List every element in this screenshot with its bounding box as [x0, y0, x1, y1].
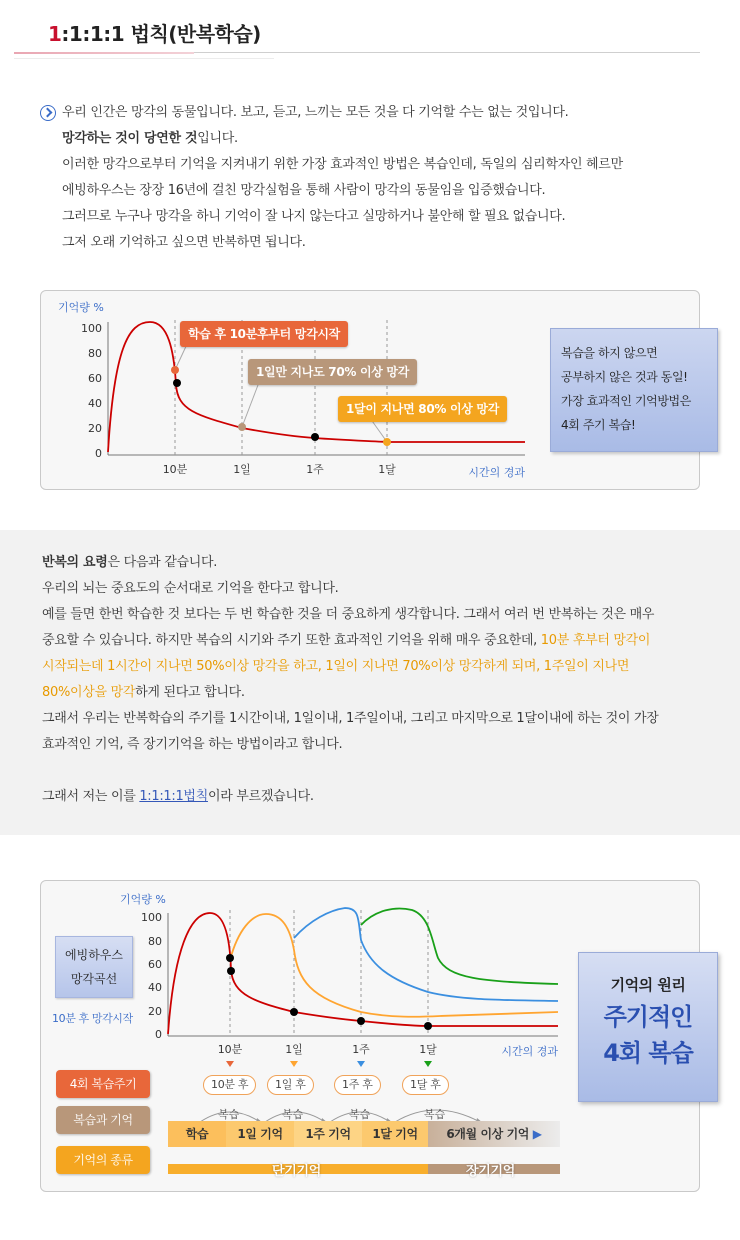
title-rest: :1:1:1 법칙(반복학습) [61, 22, 261, 46]
ebbing-line: 망각곡선 [70, 972, 118, 986]
period-tag: 10분 후 [203, 1075, 256, 1095]
y-tick-label: 80 [88, 347, 102, 360]
intro-bold-text: 망각하는 것이 당연한 것 [62, 131, 198, 146]
callout-10min: 학습 후 10분후부터 망각시작 [180, 321, 348, 347]
x-tick-label: 1일 [233, 463, 251, 476]
callout-pointers [175, 342, 387, 442]
y-tick-label: 40 [148, 981, 162, 994]
cycle-label: 4회 복습주기 [56, 1070, 150, 1098]
down-triangle-icon [226, 1061, 234, 1067]
point-marker [171, 366, 179, 374]
title-divider-accent [14, 52, 194, 54]
text-span: 중요할 수 있습니다. 하지만 복습의 시기와 주기 또한 효과적인 기억을 위해 매우 중요한데, [42, 633, 541, 648]
highlight-text: 80%이상을 망각 [42, 685, 136, 700]
stage-1week: 1주 기억 [294, 1121, 362, 1147]
intro-line: 우리 인간은 망각의 동물입니다. 보고, 듣고, 느끼는 모든 것을 다 기억할 수는 없는 것입니다. [62, 105, 569, 120]
review-tip-box [550, 328, 718, 452]
x-tick-label: 1일 [285, 1043, 303, 1056]
principle-line1: 주기적인 [603, 1003, 693, 1031]
x-tick-label: 1달 [419, 1043, 437, 1056]
bold-text: 반복의 요령 [42, 555, 108, 570]
text-line: 우리의 뇌는 중요도의 순서대로 기억을 한다고 합니다. [42, 581, 339, 596]
y-tick-label: 20 [88, 422, 102, 435]
y-tick-label: 80 [148, 935, 162, 948]
memory-kinds-label: 기억의 종류 [56, 1146, 150, 1174]
y-tick-label: 20 [148, 1005, 162, 1018]
point-marker [290, 1008, 298, 1016]
text-line [42, 680, 702, 706]
period-markers [226, 1061, 432, 1067]
text-line: 효과적인 기억, 즉 장기기억을 하는 방법이라고 합니다. [42, 737, 343, 752]
y-tick-label: 60 [148, 958, 162, 971]
forgetting-curve-chart [40, 290, 560, 490]
stage-1month: 1달 기억 [362, 1121, 428, 1147]
callout-1day: 1일만 지나도 70% 이상 망각 [248, 359, 417, 385]
title-divider-secondary [14, 58, 274, 59]
intro-line: 이러한 망각으로부터 기억을 지켜내기 위한 가장 효과적인 방법은 복습인데, 독일의 심리학자인 헤르만 [62, 157, 623, 172]
ebbinghaus-label-box [55, 936, 133, 998]
tip-line: 공부하지 않은 것과 동일! [561, 370, 688, 384]
memory-principle-box [578, 952, 718, 1102]
x-ticks [218, 1042, 437, 1056]
review-label: 복습 [349, 1108, 371, 1121]
y-ticks [141, 911, 162, 1041]
review-memory-label: 복습과 기억 [56, 1106, 150, 1134]
y-tick-label: 60 [88, 372, 102, 385]
memory-stages [168, 1121, 560, 1147]
y-tick-label: 0 [95, 447, 102, 460]
page-header [0, 0, 740, 60]
stage-study: 학습 [168, 1121, 226, 1147]
x-ticks [163, 462, 396, 476]
point-marker [357, 1017, 365, 1025]
point-marker [227, 967, 235, 975]
tip-line: 복습을 하지 않으면 [561, 346, 658, 360]
curve-orange [230, 914, 558, 1017]
x-axis-label: 시간의 경과 [468, 466, 525, 479]
principle-line2: 4회 복습 [603, 1039, 693, 1067]
x-tick-label: 1주 [352, 1043, 370, 1056]
x-axis-label: 시간의 경과 [501, 1045, 558, 1058]
text-span: 그래서 저는 이를 [42, 789, 140, 804]
curve-red [168, 913, 558, 1034]
curve-green [361, 909, 558, 984]
review-label: 복습 [424, 1108, 446, 1121]
x-tick-label: 10분 [217, 1043, 243, 1056]
tip-line: 가장 효과적인 기억방법은 [561, 394, 691, 408]
intro-line: 그저 오래 기억하고 싶으면 반복하면 됩니다. [62, 235, 306, 250]
x-tick-label: 1주 [306, 463, 324, 476]
text-span: 은 다음과 같습니다. [107, 555, 218, 570]
highlight-line: 시작되는데 1시간이 지나면 50%이상 망각을 하고, 1일이 지나면 70%이상 망각하게 되며, 1주일이 지나면 [42, 659, 630, 674]
point-marker [226, 954, 234, 962]
text-line [42, 628, 702, 654]
y-tick-label: 0 [155, 1028, 162, 1041]
text-line: 그래서 우리는 반복학습의 주기를 1시간이내, 1일이내, 1주일이내, 그리고 마지막으로 1달이내에 하는 것이 가장 [42, 711, 659, 726]
repetition-text [42, 550, 702, 810]
intro-line: 그러므로 누구나 망각을 하니 기억이 잘 나지 않는다고 실망하거나 불안해 할 필요 없습니다. [62, 209, 566, 224]
point-marker [173, 379, 181, 387]
down-triangle-icon [357, 1061, 365, 1067]
x-tick-label: 1달 [378, 463, 396, 476]
down-triangle-icon [290, 1061, 298, 1067]
page-title [48, 18, 261, 47]
stage-6month [428, 1121, 560, 1147]
intro-line-bold [40, 126, 700, 152]
intro-bold-suffix: 입니다. [197, 131, 238, 146]
text-span: 하게 된다고 합니다. [135, 685, 245, 700]
text-line: 예를 들면 한번 학습한 것 보다는 두 번 학습한 것을 더 중요하게 생각합니다. 그래서 여러 번 반복하는 것은 매우 [42, 607, 655, 622]
stage-6month-label: 6개월 이상 기억 [446, 1127, 530, 1141]
point-marker [383, 438, 391, 446]
ebbing-line: 에빙하우스 [65, 948, 123, 962]
intro-line: 에빙하우스는 장장 16년에 걸친 망각실험을 통해 사람이 망각의 동물임을 입증했습니다. [62, 183, 546, 198]
point-marker [424, 1022, 432, 1030]
y-ticks [81, 322, 102, 460]
blank-line [42, 758, 702, 784]
y-axis-label: 기억량 % [58, 301, 104, 314]
text-line [42, 784, 702, 810]
text-span: 이라 부르겠습니다. [207, 789, 314, 804]
ebbing-note: 10분 후 망각시작 [52, 1012, 133, 1025]
callout-1month: 1달이 지나면 80% 이상 망각 [338, 396, 507, 422]
highlight-text: 10분 후부터 망각이 [540, 633, 651, 648]
principle-title: 기억의 원리 [610, 976, 686, 994]
y-tick-label: 100 [81, 322, 102, 335]
down-triangle-icon [424, 1061, 432, 1067]
tip-line: 4회 주기 복습! [561, 418, 636, 432]
law-link[interactable]: 1:1:1:1법칙 [139, 789, 208, 804]
review-label: 복습 [218, 1108, 240, 1121]
y-axis-label: 기억량 % [120, 893, 166, 906]
period-tag: 1주 후 [334, 1075, 381, 1095]
repetition-tips-section [0, 530, 740, 835]
stage-1day: 1일 기억 [226, 1121, 294, 1147]
play-arrow-icon: ▶ [532, 1127, 542, 1141]
intro-section [40, 100, 700, 256]
title-prefix: 1 [48, 22, 62, 46]
point-marker [238, 423, 246, 431]
period-tag: 1일 후 [267, 1075, 314, 1095]
y-tick-label: 100 [141, 911, 162, 924]
arrow-circle-icon [40, 105, 56, 121]
review-label: 복습 [282, 1108, 304, 1121]
short-term-label: 단기기억 [272, 1164, 322, 1179]
x-tick-label: 10분 [162, 463, 188, 476]
long-term-label: 장기기억 [466, 1164, 516, 1179]
y-tick-label: 40 [88, 397, 102, 410]
period-tag: 1달 후 [402, 1075, 449, 1095]
text-line [42, 550, 702, 576]
point-marker [311, 433, 319, 441]
